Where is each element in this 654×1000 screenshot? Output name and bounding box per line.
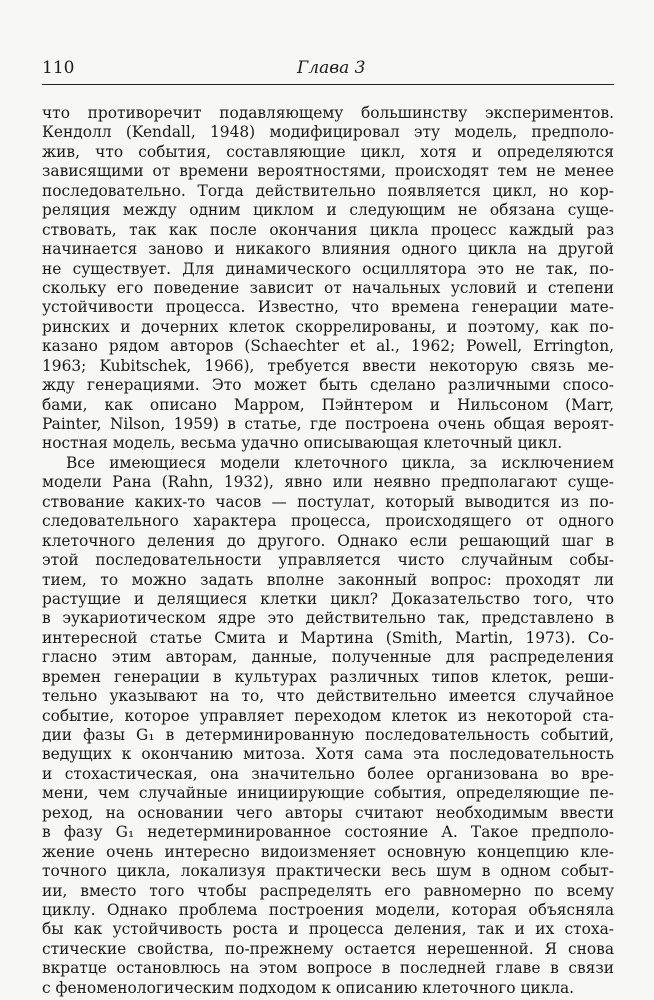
text-line: этой последовательности управляется чисто случайным собы- (42, 551, 614, 570)
text-line: не существует. Для динамического осциллятора это не так, по- (42, 259, 614, 278)
text-line: устойчивости процесса. Известно, что времена генерации мате- (42, 298, 614, 317)
text-line: последовательно. Тогда действительно появляется цикл, но кор- (42, 181, 614, 200)
text-line: клеточного деления до другого. Однако если решающий шаг в (42, 531, 614, 550)
text-line: бы как устойчивость роста и процесса деления, так и их стоха- (42, 920, 614, 939)
text-line: казано рядом авторов (Schaechter et al., 1962; Powell, Errington, (42, 337, 614, 356)
text-line: жение очень интересно видоизменяет основную концепцию кле- (42, 842, 614, 861)
paragraph-first-line: Все имеющиеся модели клеточного цикла, за исключением (66, 453, 614, 472)
text-line: тием, то можно задать вполне законный вопрос: проходят ли (42, 570, 614, 589)
text-line: ведущих к окончанию митоза. Хотя сама эта последовательность (42, 745, 614, 764)
text-line: тельно указывают на то, что действительно имеется случайное (42, 687, 614, 706)
text-line: ринских и дочерних клеток скоррелированы, и поэтому, как по- (42, 317, 614, 336)
text-line: жду генерациями. Это может быть сделано различными спосо- (42, 376, 614, 395)
text-line: реляция между одним циклом и следующим не обязана суще- (42, 201, 614, 220)
text-line: времен генерации в культурах различных типов клеток, реши- (42, 667, 614, 686)
text-line: точного цикла, локализуя практически весь шум в одном событ- (42, 862, 614, 881)
page-header (42, 58, 614, 85)
paragraph-last-line: ностная модель, весьма удачно описывающая клеточный цикл. (42, 434, 563, 453)
text-line: вкратце остановлюсь на этом вопросе в последней главе в связи (42, 959, 614, 978)
text-line: что противоречит подавляющему большинству экспериментов. (42, 104, 614, 122)
text-line: в фазу G₁ недетерминированное состояние А. Такое предполо- (42, 823, 614, 842)
text-line: Painter, Nilson, 1959) в статье, где построена очень общая вероят- (42, 415, 614, 433)
text-line: модели Рана (Rahn, 1932), явно или неявно предполагают суще- (42, 473, 614, 492)
text-line: гласно этим авторам, данные, полученные для распределения (42, 648, 614, 667)
text-line: ствовать, так как после окончания цикла процесс каждый раз (42, 220, 614, 239)
text-line: жив, что события, составляющие цикл, хотя и определяются (42, 142, 614, 161)
text-line: стические свойства, по-прежнему остается нерешенной. Я снова (42, 939, 614, 958)
paragraph-last-line: с феноменологическим подходом к описанию клеточного цикла. (42, 978, 575, 997)
text-line: зависящими от времени вероятностями, происходят тем не менее (42, 162, 614, 181)
text-line: Кендолл (Kendall, 1948) модифицировал эту модель, предполо- (42, 123, 614, 142)
text-line: начинается заново и никакого влияния одного цикла на другой (42, 240, 614, 259)
text-line: интересной статье Смита и Мартина (Smith, Martin, 1973). Со- (42, 628, 614, 647)
text-line: мени, чем случайные инициирующие события, определяющие пе- (42, 784, 614, 803)
text-line: ии, вместо того чтобы распределять его равномерно по всему (42, 881, 614, 900)
text-line: скольку его поведение зависит от начальных условий и степени (42, 278, 614, 297)
text-line: в эукариотическом ядре это действительно так, представлено в (42, 609, 614, 628)
text-line: дии фазы G₁ в детерминированную последовательность событий, (42, 726, 614, 744)
text-line: бами, как описано Марром, Пэйнтером и Нильсоном (Marr, (42, 395, 614, 414)
text-line: следовательного характера процесса, происходящего от одного (42, 512, 614, 531)
page-number: 110 (42, 58, 75, 78)
text-line: циклу. Однако проблема построения модели, которая объясняла (42, 900, 614, 919)
text-line: ствование каких-то часов — постулат, который выводится из по- (42, 492, 614, 511)
text-line: растущие и делящиеся клетки цикл? Доказательство того, что (42, 589, 614, 608)
text-line: событие, которое управляет переходом клеток из некоторой ста- (42, 706, 614, 725)
text-line: реход, на основании чего авторы считают необходимым ввести (42, 803, 614, 822)
body-text (42, 104, 614, 998)
running-title: Глава 3 (297, 58, 366, 78)
text-line: и стохастическая, она значительно более организована во вре- (42, 764, 614, 783)
text-line: 1963; Kubitschek, 1966), требуется ввести некоторую связь ме- (42, 356, 614, 375)
